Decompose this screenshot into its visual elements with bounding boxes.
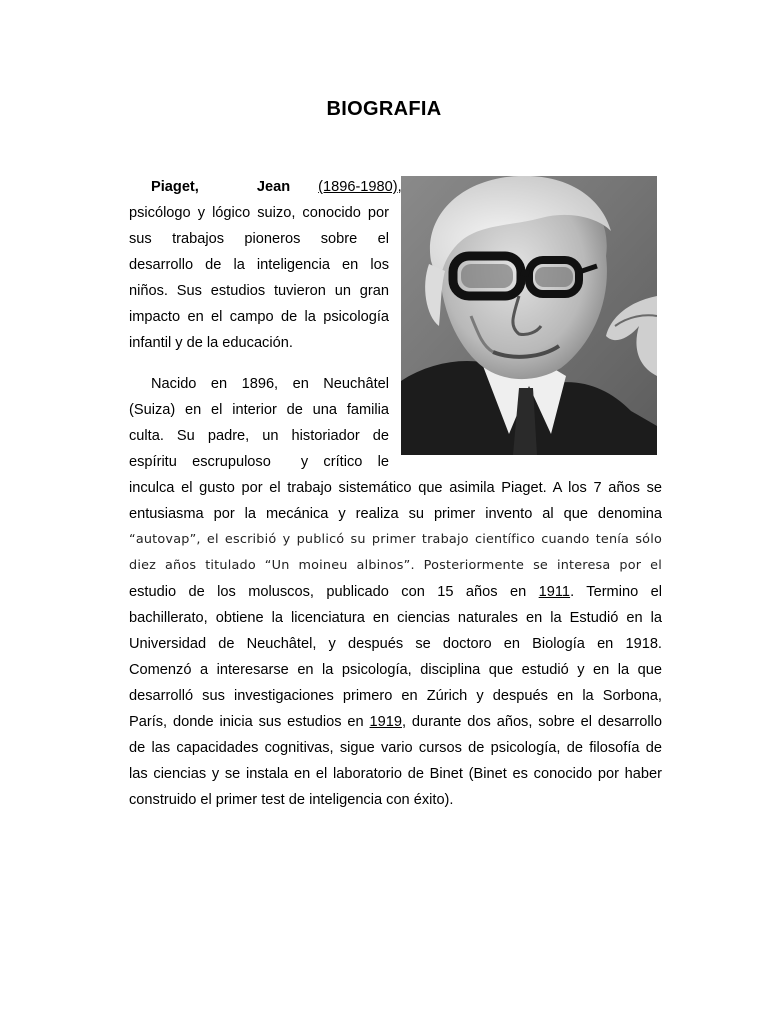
para2-line-10: bachillerato, obtiene la licenciatura en ciencias naturales en la Estudió en la xyxy=(129,610,662,626)
life-dates-comma: , xyxy=(397,179,402,195)
para2-line-17: construido el primer test de inteligencia con éxito). xyxy=(129,792,454,808)
life-dates: (1896-1980) xyxy=(318,179,398,195)
name-first: Jean xyxy=(256,179,291,195)
name-surname: Piaget, xyxy=(151,179,199,195)
para2-line-14 xyxy=(129,709,662,735)
para1-line-6: impacto en el campo de la psicología xyxy=(129,309,389,325)
para1-line-2: psicólogo y lógico suizo, conocido por xyxy=(129,205,389,221)
para2-line-9-b: . Termino el xyxy=(570,584,662,600)
para2-line-4-a: espíritu escrupuloso xyxy=(129,454,271,470)
para1-line-1 xyxy=(129,174,402,200)
para1-line-5: niños. Sus estudios tuvieron un gran xyxy=(129,283,389,299)
para2-line-15: de las capacidades cognitivas, sigue vario cursos de psicología, de filosofía de xyxy=(129,740,662,756)
para2-line-11: Universidad de Neuchâtel, y después se doctoro en Biología en 1918. xyxy=(129,636,662,652)
para2-line-16: las ciencias y se instala en el laboratorio de Binet (Binet es conocido por haber xyxy=(129,766,662,782)
para1-line-7: infantil y de la educación. xyxy=(129,335,293,351)
para1-line-4: desarrollo de la inteligencia en los xyxy=(129,257,389,273)
para2-line-12: Comenzó a interesarse en la psicología, disciplina que estudió y en la que xyxy=(129,662,662,678)
para2-line-13: desarrolló sus investigaciones primero en Zúrich y después en la Sorbona, xyxy=(129,688,662,704)
portrait-photo xyxy=(401,176,657,455)
para2-line-8: diez años titulado “Un moineu albinos”. Posteriormente se interesa por el xyxy=(129,558,662,573)
year-1911-link: 1911 xyxy=(538,584,571,600)
para2-line-2: (Suiza) en el interior de una familia xyxy=(129,402,389,418)
page-title: BIOGRAFIA xyxy=(326,98,442,120)
para2-line-9 xyxy=(129,579,662,605)
para2-line-4-b: y crítico le xyxy=(300,454,389,470)
para2-line-7: “autovap”, el escribió y publicó su primer trabajo científico cuando tenía sólo xyxy=(129,532,662,547)
year-1919-link: 1919 xyxy=(369,714,402,730)
para2-line-9-a: estudio de los moluscos, publicado con 15 años en xyxy=(129,584,539,600)
para2-line-6: entusiasma por la mecánica y realiza su primer invento al que denomina xyxy=(129,506,662,522)
para2-line-14-a: París, donde inicia sus estudios en xyxy=(129,714,370,730)
para2-line-4 xyxy=(129,449,389,475)
para2-line-14-b: , durante dos años, sobre el desarrollo xyxy=(402,714,662,730)
para2-line-5: inculca el gusto por el trabajo sistemático que asimila Piaget. A los 7 años se xyxy=(129,480,662,496)
para2-line-3: culta. Su padre, un historiador de xyxy=(129,428,389,444)
para1-line-3: sus trabajos pioneros sobre el xyxy=(129,231,389,247)
para2-line-1: Nacido en 1896, en Neuchâtel xyxy=(151,376,389,392)
